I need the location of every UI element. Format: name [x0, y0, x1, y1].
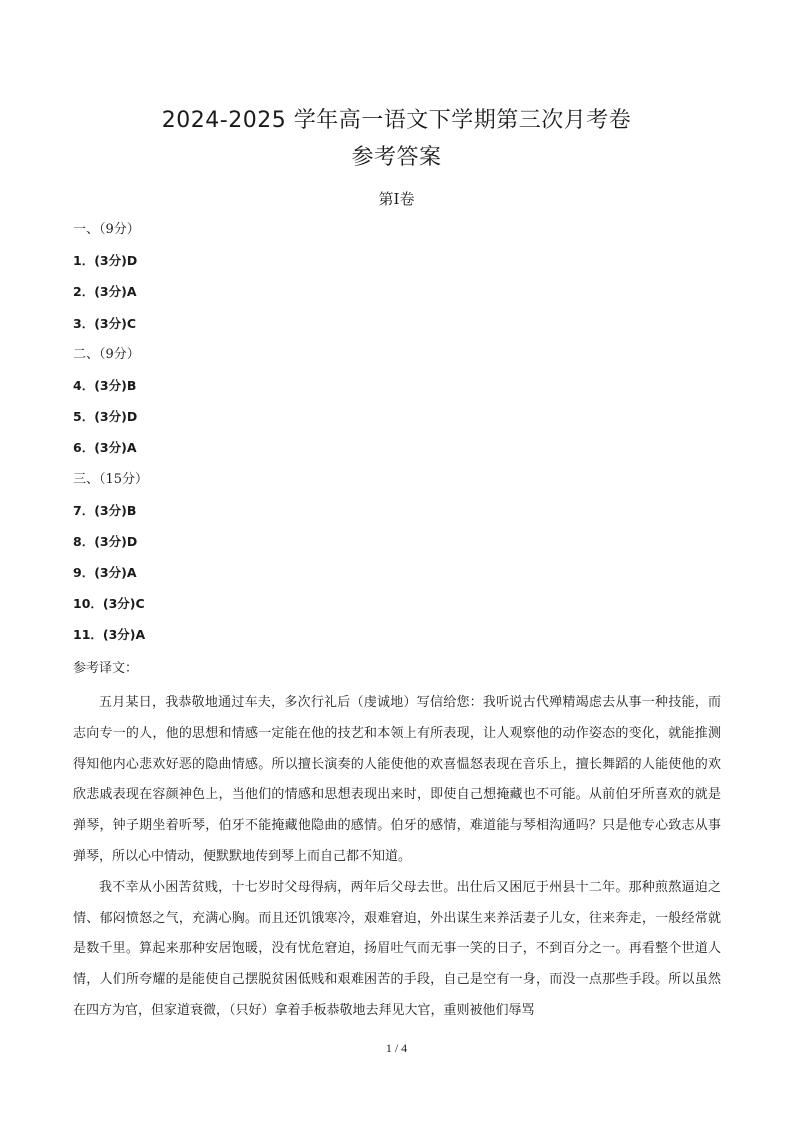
- volume-heading: 第Ⅰ卷: [378, 190, 415, 208]
- section-heading: 一、（9分）: [73, 222, 140, 237]
- document-subtitle: 参考答案: [351, 145, 442, 170]
- answer-item: 3．(3分)C: [73, 315, 136, 331]
- translation-label: 参考译文：: [73, 661, 139, 676]
- answer-item: 1．(3分)D: [73, 253, 138, 269]
- answer-list: [73, 220, 148, 657]
- document-title: 2024-2025 学年高一语文下学期第三次月考卷: [161, 108, 632, 133]
- section-heading: 二、（9分）: [73, 346, 140, 362]
- answer-item: 2．(3分)A: [73, 284, 137, 300]
- answer-item: 9．(3分)A: [73, 565, 137, 581]
- answer-item: 6．(3分)A: [73, 440, 137, 456]
- answer-item: 10．(3分)C: [73, 596, 145, 612]
- answer-item: 4．(3分)B: [73, 377, 137, 393]
- section-heading: 三、（15分）: [73, 471, 149, 487]
- translation-paragraph: 我不幸从小困苦贫贱，十七岁时父母得病，两年后父母去世。出仕后又困厄于州县十二年。那种煎熬逼迫之情、郁闷愤怒之气，充满心胸。而且还饥饿寒冷，艰难窘迫，外出谋生来养活妻子儿女，往来奔走，一般经常就是数千里。算起来那种安居饱暖，没有忧危窘迫，扬眉吐气而无事一笑的日子，不到百分之一。再看整个世道人情，人们所夸耀的是能使自己摆脱贫困低贱和艰难困苦的手段，自己是空有一身，而没一点那些手段。所以虽然在四方为官，但家道衰微，（只好）拿着手板恭敬地去拜见大官，重则被他们辱骂: [73, 879, 721, 1018]
- answer-item: 7．(3分)B: [73, 502, 137, 518]
- translation-body: [73, 688, 721, 1027]
- translation-paragraph: 五月某日，我恭敬地通过车夫，多次行礼后（虔诚地）写信给您：我听说古代殚精竭虑去从事一种技能，而志向专一的人，他的思想和情感一定能在他的技艺和本领上有所表现，让人观察他的动作姿态的变化，就能推测得知他内心悲欢好恶的隐曲情感。所以擅长演奏的人能使他的欢喜愠怒表现在音乐上，擅长舞蹈的人能使他的欢欣悲戚表现在容颜神色上，当他们的情感和思想表现出来时，即使自己想掩藏也不可能。从前伯牙所喜欢的就是弹琴，钟子期坐着听琴，伯牙不能掩藏他隐曲的感情。伯牙的感情，难道能与琴相沟通吗？只是他专心致志从事弹琴，所以心中情动，便默默地传到琴上而自己都不知道。: [73, 695, 721, 864]
- answer-item: 8．(3分)D: [73, 533, 138, 549]
- answer-item: 5．(3分)D: [73, 409, 138, 425]
- answer-item: 11．(3分)A: [73, 627, 146, 643]
- page-number: 1 / 4: [385, 1041, 408, 1055]
